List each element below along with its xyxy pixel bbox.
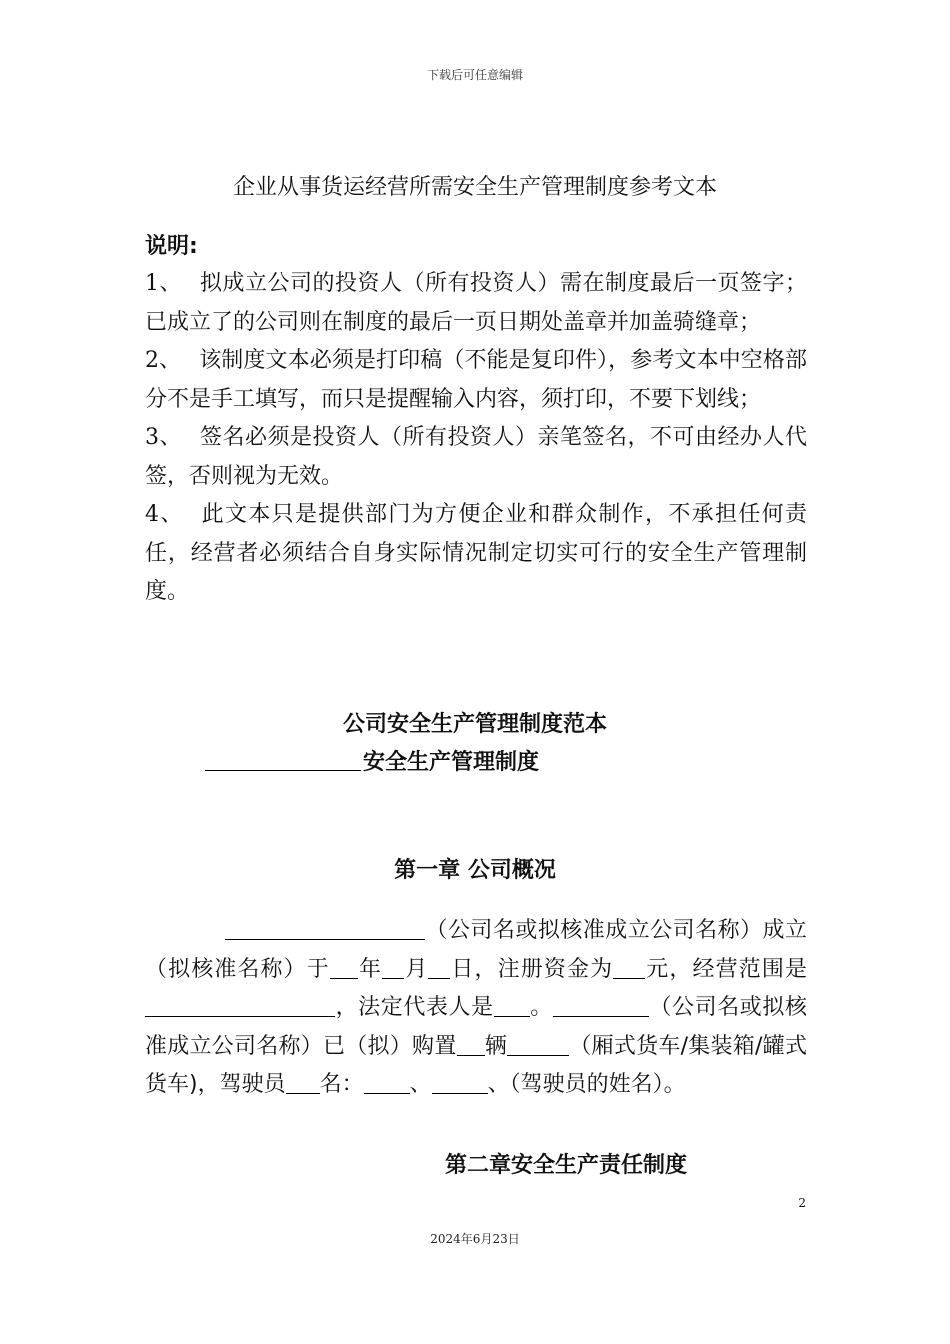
capital-blank [613, 956, 645, 979]
page-number: 2 [798, 1196, 806, 1210]
text-run: 、 [409, 1072, 432, 1097]
driver-name-blank [364, 1071, 410, 1094]
template-subtitle-line [205, 745, 539, 776]
instruction-text: 签名必须是投资人（所有投资人）亲笔签名，不可由经办人代签，否则视为无效。 [145, 425, 807, 489]
chapter-1-paragraph [145, 912, 807, 1105]
year-blank [330, 956, 358, 979]
driver-count-blank [286, 1071, 320, 1094]
vehicle-type-blank [507, 1033, 569, 1056]
instruction-item [145, 419, 807, 496]
company-name-blank [225, 917, 425, 940]
text-run: （公司名或拟核准成立公司名称）已（拟）购置 [145, 995, 807, 1059]
template-title: 公司安全生产管理制度范本 [342, 712, 607, 737]
instruction-number: 3、 [145, 425, 182, 450]
vehicle-count-blank [457, 1033, 485, 1056]
header-note: 下载后可任意编辑 [426, 68, 523, 82]
legal-rep-blank [494, 994, 530, 1017]
chapter-1-title: 第一章 公司概况 [394, 858, 556, 883]
text-run: （公司名或拟核准成立公司名称）成立（拟核准名称）于 [145, 918, 807, 982]
instruction-item [145, 496, 807, 612]
template-subtitle: 安全生产管理制度 [363, 750, 540, 775]
instruction-text: 拟成立公司的投资人（所有投资人）需在制度最后一页签字；已成立了的公司则在制度的最后一页日期处盖章并加盖骑缝章； [145, 271, 807, 335]
chapter-1-body [145, 912, 807, 1105]
text-run: 辆 [484, 1033, 508, 1059]
instructions-label: 说明: [145, 234, 198, 259]
month-blank [382, 956, 404, 979]
instruction-item [145, 342, 807, 419]
instruction-number: 2、 [145, 348, 182, 373]
instruction-item [145, 265, 807, 342]
text-run: 名： [319, 1072, 364, 1097]
driver-name-blank [432, 1071, 488, 1094]
footer-date: 2024年6月23日 [430, 1232, 520, 1246]
business-scope-blank [145, 994, 335, 1017]
text-run: 、（驾驶员的姓名）。 [487, 1072, 686, 1097]
chapter-2-title: 第二章安全生产责任制度 [445, 1153, 688, 1178]
instructions-list [145, 265, 807, 612]
text-run: 。 [529, 995, 553, 1020]
day-blank [428, 956, 450, 979]
text-run: 元，经营范围是 [645, 956, 807, 982]
text-run: 月 [404, 956, 429, 982]
instruction-text: 该制度文本必须是打印稿（不能是复印件），参考文本中空格部分不是手工填写，而只是提醒输入内容，须打印，不要下划线； [145, 348, 807, 412]
company-name-blank [205, 748, 361, 771]
document-title: 企业从事货运经营所需安全生产管理制度参考文本 [232, 175, 717, 200]
company-name-blank [553, 994, 649, 1017]
instruction-number: 4、 [145, 502, 184, 527]
instruction-text: 此文本只是提供部门为方便企业和群众制作，不承担任何责任，经营者必须结合自身实际情况制定切实可行的安全生产管理制度。 [145, 502, 807, 604]
text-run: （厢式货车/集装箱/罐式货车)，驾驶员 [145, 1033, 807, 1097]
text-run: 年 [357, 956, 383, 982]
text-run: ，法定代表人是 [335, 995, 494, 1020]
instruction-number: 1、 [145, 271, 182, 296]
text-run: 日，注册资金为 [450, 956, 614, 982]
